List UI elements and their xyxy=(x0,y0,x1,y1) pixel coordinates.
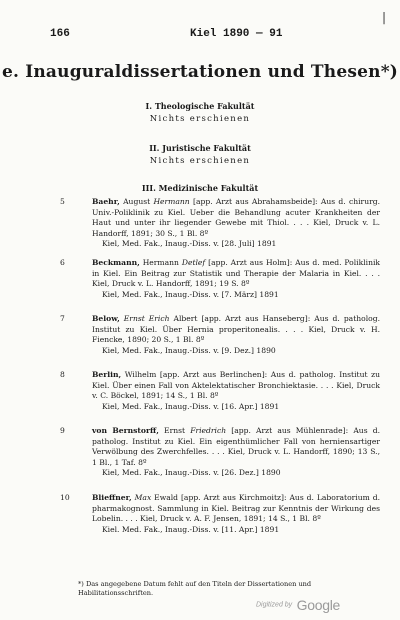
list-item xyxy=(60,314,380,356)
entry-text: Ewald [app. Arzt aus Kirchmoitz]: Aus d. Laboratorium d. pharmakognost. Sammlung in Kiel. Beitrag zur Kenntnis der Wirkung des Lobelin. . . . Kiel, Druck v. A. F. Jensen, 1891; 14 S., 1 Bl. 8º xyxy=(92,493,380,524)
entry-meta: Kiel, Med. Fak., Inaug.-Diss. v. [7. März] 1891 xyxy=(102,289,279,299)
entry-name: von Bernstorff, xyxy=(92,426,159,435)
entry-meta: Kiel, Med. Fak., Inaug.-Diss. v. [28. Juli] 1891 xyxy=(102,239,277,249)
digitized-by-text: Digitized by xyxy=(256,601,293,609)
running-header xyxy=(50,28,360,42)
entry-meta: Kiel, Med. Fak., Inaug.-Diss. v. [16. Apr.] 1891 xyxy=(102,401,280,411)
entry-name: Below, xyxy=(92,314,120,323)
edge-mark: | xyxy=(382,10,387,24)
entry-meta: Kiel. Med. Fak., Inaug.-Diss. v. [11. Apr.] 1891 xyxy=(102,524,280,534)
entry-number: 9 xyxy=(60,426,65,435)
entry-name: Baehr, xyxy=(92,197,120,206)
footnote: *) Das angegebene Datum fehlt auf den Titeln der Dissertationen und Habilitationsschriften. xyxy=(78,580,312,597)
digitized-by-watermark xyxy=(256,596,340,612)
entry-meta: Kiel, Med. Fak., Inaug.-Diss. v. [26. Dez.] 1890 xyxy=(102,468,281,478)
entry-text: [app. Arzt aus Holm]: Aus d. med. Poliklinik in Kiel. Ein Beitrag zur Statistik und Therapie der Malaria in Kiel. . . . Kiel, Druck v. L. Handorff, 1891; 19 S. 8º xyxy=(92,258,380,289)
entry-first-name-italic: Detlef xyxy=(181,258,206,267)
entry-body xyxy=(92,314,380,346)
entry-name: Berlin, xyxy=(92,370,122,379)
entry-name: Blieffner, xyxy=(92,493,132,502)
list-item xyxy=(60,426,380,479)
entry-first-name-italic: Hermann xyxy=(153,197,190,206)
entry-body xyxy=(92,370,380,402)
entry-meta: Kiel, Med. Fak., Inaug.-Diss. v. [9. Dez.] 1890 xyxy=(102,345,276,355)
entry-text: Albert [app. Arzt aus Hanseberg]: Aus d. patholog. Institut zu Kiel. Über Hernia properitonealis. . . . Kiel, Druck v. H. Fiencke, 1890; 20 S., 1 Bl. 8º xyxy=(92,314,380,345)
entry-first-name-italic: Friedrich xyxy=(190,426,227,435)
entry-number: 8 xyxy=(60,370,65,379)
theology-faculty-heading: I. Theologische Fakultät xyxy=(145,101,255,111)
section-title: e. Inauguraldissertationen und Thesen*) xyxy=(1,62,399,82)
entry-first-name: Wilhelm xyxy=(124,370,157,379)
entry-first-name-italic: Max xyxy=(134,493,152,502)
entry-number: 10 xyxy=(60,493,70,502)
entry-first-name: August xyxy=(123,197,151,206)
entry-text: [app. Arzt aus Mühlenrade]: Aus d. patholog. Institut zu Kiel. Ein eigenthümlicher Fall von herniensartiger Verwölbung des Zwerchfelles. . . . Kiel, Druck v. L. Handorff, 1890; 13 S., 1 Bl., 1 Taf. 8º xyxy=(92,426,381,467)
entry-body xyxy=(92,426,380,468)
list-item xyxy=(60,370,380,412)
page-number: 166 xyxy=(50,28,70,40)
entry-name: Beckmann, xyxy=(92,258,140,267)
list-item xyxy=(60,493,380,535)
law-faculty-heading: II. Juristische Fakultät xyxy=(149,143,251,153)
law-none-note: Nichts erschienen xyxy=(149,156,251,166)
entry-first-name-italic: Ernst Erich xyxy=(123,314,170,323)
entry-number: 7 xyxy=(60,314,65,323)
running-title: Kiel 1890 — 91 xyxy=(190,28,283,40)
medicine-faculty-heading: III. Medizinische Fakultät xyxy=(141,183,259,193)
entry-body xyxy=(92,258,380,290)
theology-none-note: Nichts erschienen xyxy=(149,114,251,124)
entry-text: [app. Arzt aus Berlinchen]: Aus d. patholog. Institut zu Kiel. Über einen Fall von Aktelektatischer Bronchiektasie. . . . Kiel, Druck v. C. Böckel, 1891; 14 S., 1 Bl. 8º xyxy=(92,370,380,401)
entry-body xyxy=(92,197,380,239)
entry-first-name: Ernst xyxy=(164,426,186,435)
google-logo: Google xyxy=(296,596,340,613)
list-item xyxy=(60,258,380,300)
list-item xyxy=(60,197,380,250)
entry-first-name: Hermann xyxy=(142,258,179,267)
entry-number: 6 xyxy=(60,258,65,267)
entry-text: [app. Arzt aus Abrahamsbeide]: Aus d. chirurg. Univ.-Poliklinik zu Kiel. Ueber die Behandlung acuter Krankheiten der Haut und unter ihr liegender Gewebe mit Thiol. . . . Kiel, Druck v. L. Handorff, 1891; 30 S., 1 Bl. 8º xyxy=(92,197,380,238)
entry-body xyxy=(92,493,380,525)
entry-number: 5 xyxy=(60,197,65,206)
